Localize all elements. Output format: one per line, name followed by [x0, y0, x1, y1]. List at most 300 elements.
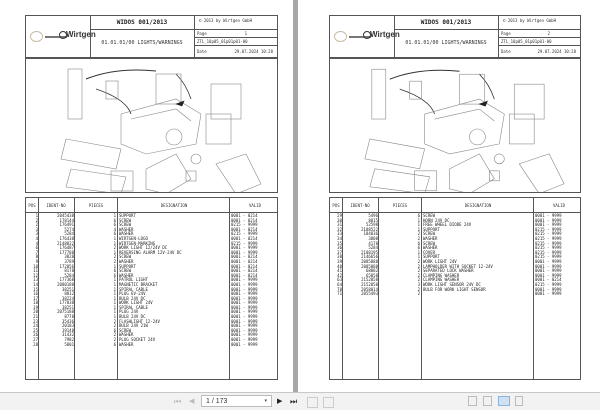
doc-title: WIDOS 001/2013: [90, 16, 194, 30]
date-value: 29.07.2024 10:28: [234, 49, 273, 54]
table-cell: 6: [113, 327, 116, 333]
table-cell: 0001 - 9999: [535, 286, 562, 292]
table-cell: 1: [113, 295, 116, 301]
table-cell: COVER: [423, 249, 436, 255]
table-cell: 6: [417, 245, 420, 251]
table-cell: 0215 - 9999: [535, 245, 562, 251]
table-cell: WORK LIGHT SENSOR 24V DC: [423, 281, 481, 287]
table-cell: 6: [113, 222, 116, 228]
table-cell: 2152058: [361, 277, 378, 283]
table-cell: BULB 24V DC: [119, 314, 146, 320]
table-cell: 30: [337, 217, 342, 223]
col-pos: POS: [28, 203, 36, 208]
table-cell: 2085888: [361, 263, 378, 269]
group-title: 01.01.01/00 LIGHTS/WARNINGS: [101, 40, 183, 46]
table-cell: 3808: [368, 235, 378, 241]
table-cell: 71: [337, 291, 342, 297]
col-pieces: PIECES: [392, 203, 408, 208]
table-cell: WASHER: [119, 332, 134, 338]
table-cell: 64: [337, 281, 342, 287]
table-cell: 8815: [368, 217, 378, 223]
table-cell: 52598: [365, 222, 378, 228]
table-cell: 0215 - 9999: [535, 254, 562, 260]
prev-page-icon[interactable]: ◀: [189, 397, 195, 405]
table-cell: 8778: [64, 314, 74, 320]
table-cell: 41: [337, 268, 342, 274]
table-cell: SUPPORT: [423, 226, 440, 232]
table-cell: 27: [33, 337, 38, 343]
table-cell: 2: [417, 258, 420, 264]
table-cell: 6: [113, 272, 116, 278]
table-cell: 31: [337, 222, 342, 228]
table-cell: SEPARATED LOCK WASHER: [423, 268, 474, 274]
parts-table: [329, 197, 581, 380]
table-cell: 35: [337, 240, 342, 246]
table-cell: FLASHLIGHT 12-24V: [119, 318, 160, 324]
table-cell: 16: [33, 291, 38, 297]
col-valid: VALID: [248, 203, 262, 208]
table-cell: 1: [113, 314, 116, 320]
table-cell: WORK LIGHT 12/24V DC: [119, 245, 168, 251]
table-cell: MAGNETIC BRACKET: [119, 281, 158, 287]
table-cell: 2188522: [361, 226, 378, 232]
table-cell: 31432: [61, 332, 74, 338]
table-cell: 0001 - 0214: [231, 258, 258, 264]
table-cell: 0001 - 9999: [231, 327, 258, 333]
table-cell: 1: [113, 300, 116, 306]
table-cell: 0215 - 9999: [535, 235, 562, 241]
table-cell: 0001 - 9999: [231, 295, 258, 301]
table-cell: 2: [417, 231, 420, 237]
date-row: [499, 45, 580, 58]
table-cell: 18: [33, 300, 38, 306]
first-page-icon[interactable]: ⏮: [174, 397, 182, 406]
table-cell: 6: [35, 245, 38, 251]
table-cell: 178144: [59, 217, 74, 223]
table-cell: 23: [33, 318, 38, 324]
page-number-row: [499, 29, 580, 37]
table-cell: 38: [337, 254, 342, 260]
table-cell: 3: [35, 226, 38, 232]
table-cell: 0001 - 9999: [535, 263, 562, 269]
table-cell: 2146656: [361, 254, 378, 260]
table-cell: 34: [337, 235, 342, 241]
table-cell: 2: [417, 277, 420, 283]
table-cell: 29: [337, 213, 342, 218]
table-cell: SCREW: [119, 327, 132, 333]
table-cell: 3828: [64, 254, 74, 260]
table-cell: SUPPORT: [119, 263, 136, 269]
table-cell: 0001 - 0214: [231, 263, 258, 269]
table-cell: 1: [113, 277, 116, 283]
table-cell: 1: [113, 263, 116, 269]
col-designation: DESIGNATION: [464, 203, 492, 208]
table-cell: FREE WHEEL DIODE 24V: [423, 222, 472, 228]
table-row: [26, 343, 277, 348]
table-row: [330, 292, 580, 297]
table-cell: 0001 - 9999: [231, 291, 258, 297]
table-cell: 0215 - 9999: [535, 231, 562, 237]
table-cell: SPIRAL CABLE: [119, 304, 148, 310]
brand-name: Wirtgen: [370, 30, 400, 39]
table-cell: 2: [35, 217, 38, 223]
table-header: [330, 198, 580, 213]
page-number-value: 1 / 173: [206, 398, 228, 405]
col-pos: POS: [332, 203, 340, 208]
table-cell: 6: [417, 240, 420, 246]
table-cell: 4178: [368, 240, 378, 246]
table-cell: 2: [113, 245, 116, 251]
date-label: Date: [501, 49, 511, 54]
parts-table: [25, 197, 278, 380]
table-cell: 0001 - 0214: [231, 226, 258, 232]
pdf-page-1: [0, 0, 293, 392]
table-cell: 3: [35, 231, 38, 237]
table-cell: SCREW: [119, 217, 132, 223]
table-cell: SUPPORT: [423, 254, 440, 260]
date-value: 29.07.2024 10:28: [537, 49, 576, 54]
wirtgen-logo: [26, 16, 96, 57]
table-cell: 0001 - 9999: [231, 281, 258, 287]
col-designation: DESIGNATION: [160, 203, 188, 208]
table-cell: 68882: [365, 268, 378, 274]
table-cell: 2148822: [57, 240, 74, 246]
table-body: [330, 214, 580, 297]
table-cell: 21: [33, 314, 38, 320]
table-cell: 2058014: [361, 286, 378, 292]
table-cell: 26: [33, 332, 38, 338]
col-valid: VALID: [552, 203, 566, 208]
table-cell: 0001 - 9999: [535, 217, 562, 223]
table-cell: 1: [417, 226, 420, 232]
table-cell: 1: [417, 217, 420, 223]
table-cell: 70: [337, 286, 342, 292]
table-cell: 0215 - 9999: [535, 226, 562, 232]
table-cell: 1: [113, 309, 116, 315]
table-cell: 2: [113, 323, 116, 329]
table-cell: 2: [417, 268, 420, 274]
table-cell: WASHER: [119, 341, 134, 347]
drawing-ref: ZTL_10p05_01p01p01-00: [195, 37, 277, 45]
table-cell: 33: [337, 231, 342, 237]
table-cell: 0001 - 9999: [535, 272, 562, 278]
table-cell: 0001 - 0214: [231, 268, 258, 274]
table-body: [26, 214, 277, 347]
table-cell: 38251: [61, 286, 74, 292]
table-cell: 1: [113, 281, 116, 287]
table-cell: PATROL LIGHT: [119, 277, 148, 283]
exploded-parts-drawing: [329, 58, 581, 193]
table-cell: 2080188: [57, 281, 74, 287]
table-cell: 0001 - 9999: [535, 268, 562, 274]
table-cell: 35436: [61, 318, 74, 324]
table-cell: 0215 - 9999: [231, 222, 258, 228]
table-cell: 2: [417, 272, 420, 278]
table-cell: 11: [33, 268, 38, 274]
table-cell: 0001 - 9999: [231, 309, 258, 315]
seal-icon: [334, 31, 347, 42]
page-header: [25, 15, 278, 58]
table-cell: 17: [33, 295, 38, 301]
table-cell: 2085888: [361, 258, 378, 264]
table-cell: PLUG SOCKET 24V: [119, 337, 156, 343]
table-cell: 0001 - 0214: [231, 213, 258, 218]
table-cell: 8178: [64, 268, 74, 274]
table-cell: 1: [113, 235, 116, 241]
table-cell: 176438: [59, 235, 74, 241]
table-cell: 10: [33, 263, 38, 269]
table-cell: WASHER: [119, 272, 134, 278]
table-cell: 63: [337, 277, 342, 283]
page-header: [329, 15, 581, 58]
table-cell: 3: [417, 281, 420, 287]
table-cell: 5284: [368, 245, 378, 251]
table-cell: 0215 - 9999: [535, 281, 562, 287]
table-cell: 4: [35, 240, 38, 246]
table-cell: SCREW: [119, 254, 132, 260]
table-cell: 6: [417, 213, 420, 218]
table-cell: 177788: [59, 249, 74, 255]
table-cell: 1: [113, 286, 116, 292]
copyright: © 2013 by Wirtgen GmbH: [194, 16, 277, 29]
table-cell: 38251: [61, 304, 74, 310]
table-cell: 14: [33, 281, 38, 287]
copyright: © 2013 by Wirtgen GmbH: [498, 16, 580, 29]
table-cell: 12: [33, 272, 38, 278]
date-row: [195, 45, 277, 58]
page-number-row: [195, 29, 277, 37]
table-cell: SCREW: [119, 268, 132, 274]
pdf-page-2: [298, 0, 600, 392]
table-cell: 5801: [64, 341, 74, 347]
table-cell: 0001 - 9999: [231, 332, 258, 338]
table-cell: 4: [113, 226, 116, 232]
table-cell: 0001 - 9999: [231, 277, 258, 283]
table-cell: 8: [35, 254, 38, 260]
table-cell: 177368: [59, 277, 74, 283]
table-cell: 7: [35, 249, 38, 255]
last-page-icon[interactable]: ⏭: [290, 397, 298, 406]
table-cell: 4: [35, 235, 38, 241]
table-cell: 0001 - 0214: [231, 217, 258, 223]
table-cell: 0001 - 9999: [231, 323, 258, 329]
table-cell: 20: [33, 309, 38, 315]
table-cell: 1: [113, 249, 116, 255]
page-label: Page: [501, 31, 511, 36]
table-cell: BULB 24V DC: [119, 295, 146, 301]
table-cell: 20183: [61, 323, 74, 329]
rotate-left-icon[interactable]: [307, 397, 318, 408]
page-meta: [194, 29, 277, 57]
continuous-view-icon[interactable]: [483, 396, 492, 406]
table-cell: WORK LIGHT 24V: [423, 258, 457, 264]
table-cell: 36: [337, 245, 342, 251]
table-cell: 2: [113, 318, 116, 324]
table-cell: 25: [33, 327, 38, 333]
table-cell: 177838: [59, 300, 74, 306]
table-cell: 0001 - 9999: [231, 337, 258, 343]
exploded-parts-drawing: [25, 58, 278, 193]
table-cell: WASHER: [119, 231, 134, 237]
table-cell: 172856: [59, 263, 74, 269]
table-cell: SCREW: [119, 222, 132, 228]
table-cell: 0001 - 0214: [535, 277, 562, 283]
table-cell: 8812: [64, 291, 74, 297]
table-cell: 6: [113, 268, 116, 274]
table-cell: 0001 - 9999: [231, 300, 258, 306]
table-cell: HORN 24V DC: [423, 217, 450, 223]
table-cell: 6: [113, 217, 116, 223]
table-cell: 5274: [64, 226, 74, 232]
table-cell: 5284: [64, 272, 74, 278]
table-cell: 1: [113, 304, 116, 310]
table-cell: 1: [417, 254, 420, 260]
table-cell: WIRTGEN-MARKING: [119, 240, 156, 246]
page-value: 1: [244, 31, 247, 36]
table-cell: 2: [113, 332, 116, 338]
page-value: 2: [547, 31, 550, 36]
page-meta: [498, 29, 580, 57]
table-cell: 0001 - 9999: [231, 314, 258, 320]
chevron-down-icon[interactable]: ▾: [264, 398, 267, 404]
table-cell: WASHER: [423, 235, 438, 241]
table-cell: 2: [417, 286, 420, 292]
table-cell: WASHER: [119, 258, 134, 264]
next-page-icon[interactable]: ▶: [277, 397, 283, 405]
table-cell: 0001 - 9999: [231, 286, 258, 292]
table-cell: 13: [33, 277, 38, 283]
table-cell: CLAMPING WASHER: [423, 272, 460, 278]
table-cell: 32: [337, 226, 342, 232]
col-ident-no: IDENT-NO: [46, 203, 66, 208]
date-label: Date: [197, 49, 207, 54]
table-cell: 0215 - 9999: [535, 249, 562, 255]
table-cell: 0215 - 9999: [231, 231, 258, 237]
table-cell: 7982: [64, 337, 74, 343]
page-number-input[interactable]: [201, 395, 272, 407]
table-cell: 0001 - 9999: [231, 245, 258, 251]
col-ident-no: IDENT-NO: [350, 203, 370, 208]
table-cell: 0001 - 0214: [231, 254, 258, 260]
table-cell: SPIRAL CABLE: [119, 286, 148, 292]
col-pieces: PIECES: [88, 203, 104, 208]
table-cell: 1: [113, 213, 116, 218]
table-cell: 2188195: [361, 249, 378, 255]
table-cell: SUPPORT: [119, 213, 136, 218]
table-cell: SCREW: [423, 231, 436, 237]
table-cell: 0001 - 0214: [231, 272, 258, 278]
table-cell: 3789: [64, 258, 74, 264]
wirtgen-logo: [330, 16, 400, 57]
table-cell: WASHER: [423, 245, 438, 251]
table-cell: 5496: [368, 213, 378, 218]
table-cell: 2055493: [361, 291, 378, 297]
table-cell: CLAMPING WASHER: [423, 277, 460, 283]
two-page-continuous-view-icon[interactable]: [515, 396, 523, 406]
table-cell: 19: [33, 304, 38, 310]
table-cell: 2: [113, 258, 116, 264]
table-cell: 176487: [59, 245, 74, 251]
group-title: 01.01.01/00 LIGHTS/WARNINGS: [405, 40, 487, 46]
table-cell: PLUG 24V: [119, 309, 139, 315]
pdf-toolbar: [0, 392, 600, 410]
table-cell: 0001 - 0214: [231, 235, 258, 241]
table-cell: BULB 24V 21W: [119, 323, 148, 329]
table-cell: LAMPHOLDER WITH SOCKET 12-24V: [423, 263, 493, 269]
table-cell: 1: [417, 222, 420, 228]
brand-name: Wirtgen: [66, 30, 96, 39]
table-cell: 184836: [363, 231, 378, 237]
table-cell: 15: [33, 286, 38, 292]
doc-title: WIDOS 001/2013: [394, 16, 498, 30]
table-cell: 2152058: [361, 281, 378, 287]
table-cell: WIRTGEN-LOGO: [119, 235, 148, 241]
table-cell: 0001 - 9999: [231, 249, 258, 255]
table-cell: 176491: [59, 222, 74, 228]
table-cell: 1: [113, 240, 116, 246]
table-cell: 0001 - 9999: [535, 213, 562, 218]
two-page-view-icon[interactable]: [498, 396, 510, 406]
table-cell: 1: [417, 249, 420, 255]
table-cell: 0215 - 9999: [231, 240, 258, 246]
table-cell: 2: [417, 291, 420, 297]
table-cell: 19148: [61, 327, 74, 333]
table-cell: PLUG 6V-24V: [119, 291, 146, 297]
table-cell: REVERSING ALARM 12V-24V DC: [119, 249, 182, 255]
table-header: [26, 198, 277, 213]
table-cell: 1: [113, 291, 116, 297]
table-cell: 38224: [61, 295, 74, 301]
seal-icon: [30, 31, 43, 42]
table-cell: WASHER: [119, 226, 134, 232]
table-cell: 40: [337, 263, 342, 269]
table-cell: 6: [113, 341, 116, 347]
table-cell: 42: [337, 272, 342, 278]
table-cell: 5284: [64, 231, 74, 237]
rotate-right-icon[interactable]: [323, 397, 334, 408]
table-cell: 6: [113, 231, 116, 237]
table-cell: 2045438: [57, 213, 74, 218]
table-cell: 0001 - 9999: [231, 304, 258, 310]
table-cell: 39: [337, 258, 342, 264]
table-cell: 2: [113, 254, 116, 260]
table-cell: 28: [33, 341, 38, 347]
single-page-view-icon[interactable]: [468, 396, 477, 406]
table-cell: 2: [35, 222, 38, 228]
page-label: Page: [197, 31, 207, 36]
table-cell: WORK LIGHT 24V: [119, 300, 153, 306]
table-cell: 0001 - 9999: [535, 258, 562, 264]
table-cell: BULB FOR WORK LIGHT SENSOR: [423, 286, 486, 292]
table-cell: 9: [35, 258, 38, 264]
table-cell: 2: [113, 337, 116, 343]
table-cell: SCREW: [423, 213, 436, 218]
table-cell: 2: [417, 263, 420, 269]
drawing-ref: ZTL_10p05_01p01p01-00: [499, 37, 580, 45]
table-cell: 24: [33, 323, 38, 329]
table-cell: 2075188: [57, 309, 74, 315]
table-cell: 0215 - 9999: [535, 240, 562, 246]
table-cell: 0001 - 9999: [231, 318, 258, 324]
table-cell: SCREW: [423, 240, 436, 246]
table-cell: 2: [417, 235, 420, 241]
table-cell: 0001 - 9999: [231, 341, 258, 347]
table-cell: 0001 - 9999: [535, 291, 562, 297]
table-cell: 65058: [365, 272, 378, 278]
table-cell: 0001 - 9999: [535, 222, 562, 228]
table-cell: 37: [337, 249, 342, 255]
table-cell: 1: [35, 213, 38, 218]
